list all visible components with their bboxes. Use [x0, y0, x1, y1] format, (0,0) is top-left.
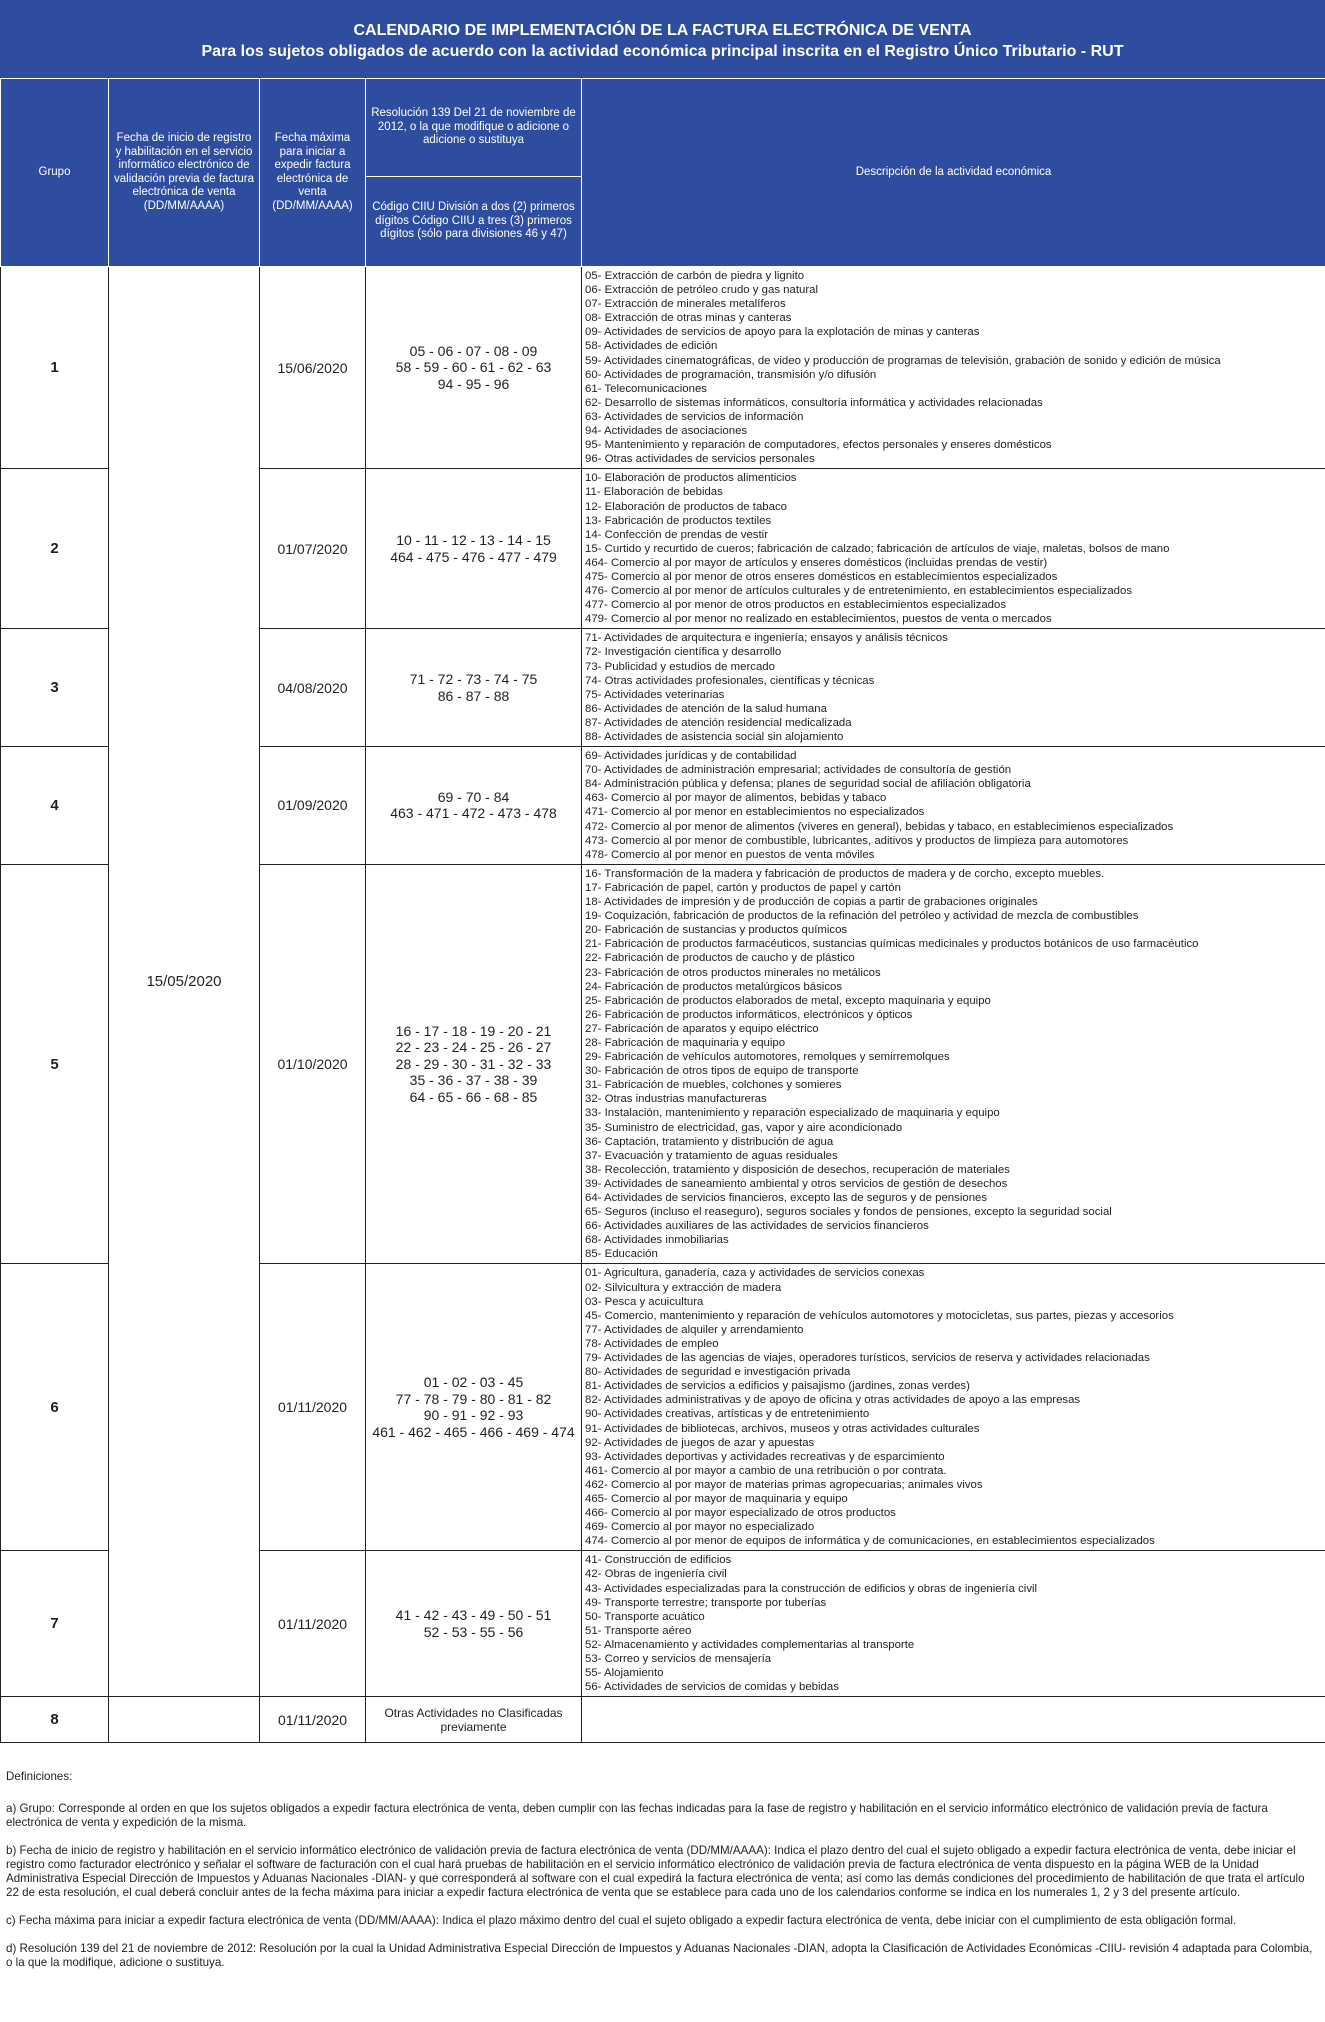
calendar-body	[1, 267, 1325, 1743]
activity-item: 35- Suministro de electricidad, gas, vapor y aire acondicionado	[585, 1121, 903, 1134]
activity-item: 477- Comercio al por menor de otros productos en establecimientos especializados	[585, 599, 1007, 612]
code-line: 41 - 42 - 43 - 49 - 50 - 51	[395, 1607, 552, 1624]
code-line: 22 - 23 - 24 - 25 - 26 - 27	[395, 1039, 552, 1056]
activity-item: 72- Investigación científica y desarrollo	[585, 646, 782, 659]
activity-item: 42- Obras de ingeniería civil	[585, 1568, 727, 1581]
activity-item: 78- Actividades de empleo	[585, 1337, 719, 1350]
activity-item: 20- Fabricación de sustancias y productos químicos	[585, 924, 848, 937]
activity-item: 87- Actividades de atención residencial medicalizada	[585, 716, 852, 729]
common-start-date: 15/05/2020	[109, 267, 260, 1697]
activity-item: 05- Extracción de carbón de piedra y lignito	[585, 270, 805, 282]
definition-a: a) Grupo: Corresponde al orden en que los sujetos obligados a expedir factura electrónica de venta, deben cumplir con las fechas indicadas para la fase de registro y habilitación en el servicio informático electrónico de validación previa de factura electrónica de venta y expedición de la misma.	[6, 1802, 1268, 1829]
ciiu-codes	[366, 1264, 582, 1551]
activity-item: 01- Agricultura, ganadería, caza y actividades de servicios conexas	[585, 1267, 925, 1280]
activity-item: 59- Actividades cinematográficas, de video y producción de programas de televisión, grabación de sonido y edición de música	[585, 354, 1221, 367]
activity-item: 37- Evacuación y tratamiento de aguas residuales	[585, 1149, 838, 1162]
code-line: 16 - 17 - 18 - 19 - 20 - 21	[395, 1022, 552, 1039]
activity-item: 55- Alojamiento	[585, 1667, 664, 1680]
activity-item: 07- Extracción de minerales metalíferos	[585, 298, 786, 311]
activity-item: 41- Construcción de edificios	[585, 1554, 732, 1567]
activity-item: 474- Comercio al por menor de equipos de informática y de comunicaciones, en establecimientos especializados	[585, 1535, 1155, 1548]
activity-item: 50- Transporte acuático	[585, 1610, 705, 1623]
activity-item: 52- Almacenamiento y actividades complementarias al transporte	[585, 1638, 915, 1651]
max-date: 01/09/2020	[260, 747, 366, 865]
activity-item: 45- Comercio, mantenimiento y reparación de vehículos automotores y motocicletas, sus partes, piezas y accesorios	[585, 1309, 1174, 1322]
header-fecha-inicio: Fecha de inicio de registro y habilitación en el servicio informático electrónico de validación previa de factura electrónica de venta (DD/MM/AAAA)	[109, 79, 260, 267]
definition-b: b) Fecha de inicio de registro y habilitación en el servicio informático electrónico de validación previa de factura electrónica de venta (DD/MM/AAAA): Indica el plazo dentro del cual el sujeto obligado a expedir factura electrónica de venta, debe iniciar el registro como facturador electrónico y señalar el software de facturación con el cual hará pruebas de habilitación en el servicio informático electrónico de validación previa de factura electrónica de venta dispuesto en la página WEB de la Unidad Administrativa Especial Dirección de Impuestos y Aduanas Nacionales -DIAN- y que corresponderá al software con el cual expedirá la factura electrónica de venta; así como las demás condiciones del procedimiento de habilitación de que trata el artículo 22 de esta resolución, el cual deberá concluir antes de la fecha máxima para iniciar a expedir factura electrónica de venta que se establece para cada uno de los calendarios conforme se indica en los numerales 1, 2 y 3 del presente artículo.	[6, 1844, 1305, 1899]
activity-item: 06- Extracción de petróleo crudo y gas natural	[585, 284, 819, 297]
activity-item: 26- Fabricación de productos informáticos, electrónicos y ópticos	[585, 1008, 913, 1021]
group-number: 6	[1, 1264, 109, 1551]
header-codigo-ciiu: Código CIIU División a dos (2) primeros dígitos Código CIIU a tres (3) primeros dígitos (sólo para divisiones 46 y 47)	[366, 177, 582, 267]
activity-item: 464- Comercio al por mayor de artículos y enseres domésticos (incluidas prendas de vestir)	[585, 556, 1048, 569]
activity-item: 49- Transporte terrestre; transporte por tuberías	[585, 1596, 827, 1609]
header-resolucion: Resolución 139 Del 21 de noviembre de 2012, o la que modifique o adicione o adicione o sustituya	[366, 79, 582, 177]
title-line-2: Para los sujetos obligados de acuerdo con la actividad económica principal inscrita en el Registro Único Tributario - RUT	[201, 43, 1124, 60]
code-line: 69 - 70 - 84	[437, 788, 510, 805]
activity-description-list	[582, 864, 1325, 1264]
activity-item: 463- Comercio al por mayor de alimentos, bebidas y tabaco	[585, 792, 887, 805]
activity-item: 85- Educación	[585, 1248, 658, 1261]
activity-item: 71- Actividades de arquitectura e ingeniería; ensayos y análisis técnicos	[585, 632, 948, 645]
activity-item: 58- Actividades de edición	[585, 340, 718, 353]
implementation-calendar-table	[0, 78, 1325, 1743]
activity-description-list	[582, 629, 1325, 747]
code-line: 10 - 11 - 12 - 13 - 14 - 15	[396, 532, 551, 549]
code-line: 463 - 471 - 472 - 473 - 478	[390, 805, 557, 822]
activity-item: 24- Fabricación de productos metalúrgicos básicos	[585, 980, 843, 993]
table-row	[1, 267, 1325, 469]
activity-item: 462- Comercio al por mayor de materias primas agropecuarias; animales vivos	[585, 1478, 983, 1491]
activity-item: 95- Mantenimiento y reparación de computadores, efectos personales y enseres domésticos	[585, 439, 1052, 452]
code-line: 58 - 59 - 60 - 61 - 62 - 63	[395, 359, 552, 376]
header-grupo: Grupo	[1, 79, 109, 267]
title-line-1: CALENDARIO DE IMPLEMENTACIÓN DE LA FACTURA ELECTRÓNICA DE VENTA	[353, 22, 972, 39]
activity-item: 471- Comercio al por menor en establecimientos no especializados	[585, 806, 925, 819]
document-title-banner	[0, 0, 1325, 79]
group-number: 5	[1, 864, 109, 1264]
code-line: 461 - 462 - 465 - 466 - 469 - 474	[372, 1423, 575, 1440]
activity-item: 466- Comercio al por mayor especializado de otros productos	[585, 1507, 896, 1520]
empty-start-cell	[109, 1697, 260, 1743]
activity-item: 94- Actividades de asociaciones	[585, 425, 748, 438]
definitions-section	[6, 1770, 1318, 1984]
activity-item: 68- Actividades inmobiliarias	[585, 1234, 729, 1247]
activity-item: 32- Otras industrias manufactureras	[585, 1093, 767, 1106]
activity-item: 77- Actividades de alquiler y arrendamiento	[585, 1323, 804, 1336]
definitions-heading: Definiciones:	[6, 1770, 73, 1783]
code-line: 64 - 65 - 66 - 68 - 85	[409, 1088, 538, 1105]
activity-item: 70- Actividades de administración empresarial; actividades de consultoría de gestión	[585, 764, 1012, 777]
group-number: 8	[1, 1697, 109, 1743]
activity-item: 09- Actividades de servicios de apoyo para la explotación de minas y canteras	[585, 326, 980, 339]
ciiu-codes	[366, 267, 582, 469]
activity-item: 61- Telecomunicaciones	[585, 382, 707, 395]
code-line: 94 - 95 - 96	[437, 375, 510, 392]
activity-item: 64- Actividades de servicios financieros, excepto las de seguros y de pensiones	[585, 1192, 988, 1204]
activity-item: 03- Pesca y acuicultura	[585, 1295, 704, 1308]
activity-item: 86- Actividades de atención de la salud humana	[585, 702, 827, 715]
activity-item: 19- Coquización, fabricación de productos de la refinación del petróleo y actividad de mezcla de combustibles	[585, 910, 1139, 923]
activity-item: 65- Seguros (incluso el reaseguro), seguros sociales y fondos de pensiones, excepto la seguridad social	[585, 1206, 1112, 1219]
activity-item: 91- Actividades de bibliotecas, archivos, museos y otras actividades culturales	[585, 1422, 980, 1435]
activity-item: 11- Elaboración de bebidas	[585, 486, 723, 499]
activity-item: 15- Curtido y recurtido de cueros; fabricación de calzado; fabricación de artículos de viaje, maletas, bolsos de mano	[585, 542, 1170, 555]
activity-item: 472- Comercio al por menor de alimentos (víveres en general), bebidas y tabaco, en establecimienos especializados	[585, 820, 1174, 833]
group-number: 2	[1, 469, 109, 629]
activity-item: 79- Actividades de las agencias de viajes, operadores turísticos, servicios de reserva y actividades relacionadas	[585, 1352, 1150, 1365]
activity-description-list	[582, 1551, 1325, 1697]
code-line: 52 - 53 - 55 - 56	[423, 1623, 524, 1640]
code-line: 01 - 02 - 03 - 45	[423, 1374, 524, 1391]
max-date: 01/11/2020	[260, 1551, 366, 1697]
activity-description-list	[582, 1697, 1325, 1743]
activity-item: 36- Captación, tratamiento y distribución de agua	[585, 1135, 834, 1148]
activity-item: 12- Elaboración de productos de tabaco	[585, 500, 788, 513]
activity-item: 74- Otras actividades profesionales, científicas y técnicas	[585, 674, 875, 687]
activity-item: 66- Actividades auxiliares de las actividades de servicios financieros	[585, 1220, 929, 1233]
code-line: 71 - 72 - 73 - 74 - 75	[409, 671, 538, 688]
activity-item: 51- Transporte aéreo	[585, 1624, 692, 1637]
ciiu-codes	[366, 747, 582, 865]
activity-item: 82- Actividades administrativas y de apoyo de oficina y otras actividades de apoyo a las empresas	[585, 1394, 1081, 1407]
activity-item: 60- Actividades de programación, transmisión y/o difusión	[585, 368, 877, 381]
group-number: 3	[1, 629, 109, 747]
activity-item: 16- Transformación de la madera y fabricación de productos de madera y de corcho, excepto muebles.	[585, 867, 1105, 880]
code-line: 90 - 91 - 92 - 93	[423, 1407, 524, 1424]
activity-item: 88- Actividades de asistencia social sin alojamiento	[585, 731, 844, 743]
group-number: 4	[1, 747, 109, 865]
activity-item: 25- Fabricación de productos elaborados de metal, excepto maquinaria y equipo	[585, 994, 991, 1007]
activity-item: 81- Actividades de servicios a edificios y paisajismo (jardines, zonas verdes)	[585, 1380, 970, 1393]
activity-item: 80- Actividades de seguridad e investigación privada	[585, 1366, 851, 1379]
ciiu-codes	[366, 1697, 582, 1743]
activity-item: 02- Silvicultura y extracción de madera	[585, 1281, 782, 1294]
max-date: 15/06/2020	[260, 267, 366, 469]
group-number: 7	[1, 1551, 109, 1697]
other-activities-text: Otras Actividades no Clasificadas previamente	[384, 1705, 563, 1734]
activity-item: 29- Fabricación de vehículos automotores, remolques y semirremolques	[585, 1051, 950, 1064]
ciiu-codes	[366, 469, 582, 629]
activity-item: 39- Actividades de saneamiento ambiental y otros servicios de gestión de desechos	[585, 1177, 1008, 1190]
code-line: 28 - 29 - 30 - 31 - 32 - 33	[395, 1055, 552, 1072]
max-date: 01/11/2020	[260, 1697, 366, 1743]
max-date: 01/10/2020	[260, 864, 366, 1264]
activity-item: 62- Desarrollo de sistemas informáticos, consultoría informática y actividades relacionadas	[585, 396, 1043, 409]
code-line: 77 - 78 - 79 - 80 - 81 - 82	[395, 1390, 552, 1407]
ciiu-codes	[366, 1551, 582, 1697]
activity-item: 465- Comercio al por mayor de maquinaria y equipo	[585, 1492, 848, 1505]
header-descripcion: Descripción de la actividad económica	[582, 79, 1325, 267]
activity-item: 75- Actividades veterinarias	[585, 688, 725, 701]
code-line: 05 - 06 - 07 - 08 - 09	[409, 342, 538, 359]
activity-item: 31- Fabricación de muebles, colchones y somieres	[585, 1079, 842, 1092]
activity-item: 461- Comercio al por mayor a cambio de una retribución o por contrata.	[585, 1464, 947, 1477]
activity-description-list	[582, 267, 1325, 469]
activity-item: 38- Recolección, tratamiento y disposición de desechos, recuperación de materiales	[585, 1163, 1010, 1176]
activity-item: 30- Fabricación de otros tipos de equipo de transporte	[585, 1065, 859, 1078]
activity-item: 53- Correo y servicios de mensajería	[585, 1653, 772, 1665]
code-line: 464 - 475 - 476 - 477 - 479	[390, 548, 557, 565]
activity-item: 479- Comercio al por menor no realizado en establecimientos, puestos de venta o mercados	[585, 613, 1052, 626]
activity-item: 73- Publicidad y estudios de mercado	[585, 660, 775, 673]
activity-item: 96- Otras actividades de servicios personales	[585, 453, 815, 466]
activity-item: 56- Actividades de servicios de comidas y bebidas	[585, 1681, 839, 1694]
activity-item: 43- Actividades especializadas para la construcción de edificios y obras de ingeniería civil	[585, 1582, 1038, 1595]
ciiu-codes	[366, 629, 582, 747]
activity-item: 21- Fabricación de productos farmacéuticos, sustancias químicas medicinales y productos botánicos de uso farmacéutico	[585, 938, 1199, 951]
header-fecha-maxima: Fecha máxima para iniciar a expedir factura electrónica de venta (DD/MM/AAAA)	[260, 79, 366, 267]
activity-item: 08- Extracción de otras minas y canteras	[585, 312, 792, 325]
code-line: 35 - 36 - 37 - 38 - 39	[409, 1072, 538, 1089]
max-date: 01/11/2020	[260, 1264, 366, 1551]
activity-item: 475- Comercio al por menor de otros enseres domésticos en establecimientos especializados	[585, 570, 1058, 583]
activity-item: 14- Confección de prendas de vestir	[585, 528, 768, 541]
code-line: 86 - 87 - 88	[437, 687, 510, 704]
activity-item: 84- Administración pública y defensa; planes de seguridad social de afiliación obligatoria	[585, 778, 1031, 791]
max-date: 01/07/2020	[260, 469, 366, 629]
activity-item: 27- Fabricación de aparatos y equipo eléctrico	[585, 1022, 819, 1035]
activity-item: 22- Fabricación de productos de caucho y de plástico	[585, 952, 855, 965]
activity-description-list	[582, 469, 1325, 629]
activity-item: 18- Actividades de impresión y de producción de copias a partir de grabaciones originales	[585, 896, 1038, 909]
activity-item: 69- Actividades jurídicas y de contabilidad	[585, 750, 797, 763]
activity-item: 92- Actividades de juegos de azar y apuestas	[585, 1436, 815, 1449]
definition-d: d) Resolución 139 del 21 de noviembre de 2012: Resolución por la cual la Unidad Administrativa Especial Dirección de Impuestos y Aduanas Nacionales -DIAN, adopta la Clasificación de Actividades Económicas -CIIU- revisión 4 adaptada para Colombia, o la que la modifique, adicione o sustituya.	[6, 1942, 1313, 1969]
activity-description-list	[582, 1264, 1325, 1551]
activity-description-list	[582, 747, 1325, 865]
activity-item: 17- Fabricación de papel, cartón y productos de papel y cartón	[585, 881, 901, 894]
activity-item: 93- Actividades deportivas y actividades recreativas y de esparcimiento	[585, 1450, 945, 1463]
max-date: 04/08/2020	[260, 629, 366, 747]
activity-item: 469- Comercio al por mayor no especializado	[585, 1521, 815, 1534]
table-row	[1, 1697, 1325, 1743]
activity-item: 473- Comercio al por menor de combustible, lubricantes, aditivos y productos de limpieza para automotores	[585, 834, 1129, 847]
activity-item: 478- Comercio al por menor en puestos de venta móviles	[585, 848, 875, 861]
activity-item: 63- Actividades de servicios de información	[585, 410, 804, 423]
group-number: 1	[1, 267, 109, 469]
activity-item: 476- Comercio al por menor de artículos culturales y de entretenimiento, en establecimientos especializados	[585, 585, 1133, 598]
activity-item: 13- Fabricación de productos textiles	[585, 514, 772, 527]
activity-item: 23- Fabricación de otros productos minerales no metálicos	[585, 966, 881, 979]
activity-item: 90- Actividades creativas, artísticas y de entretenimiento	[585, 1408, 870, 1421]
activity-item: 33- Instalación, mantenimiento y reparación especializado de maquinaria y equipo	[585, 1107, 1000, 1120]
definition-c: c) Fecha máxima para iniciar a expedir factura electrónica de venta (DD/MM/AAAA): Indica el plazo máximo dentro del cual el sujeto obligado a expedir factura electrónica de venta, debe iniciar con el cumplimiento de esta obligación formal.	[6, 1914, 1237, 1927]
activity-item: 28- Fabricación de maquinaria y equipo	[585, 1036, 786, 1049]
ciiu-codes	[366, 864, 582, 1264]
activity-item: 10- Elaboración de productos alimenticios	[585, 472, 797, 485]
